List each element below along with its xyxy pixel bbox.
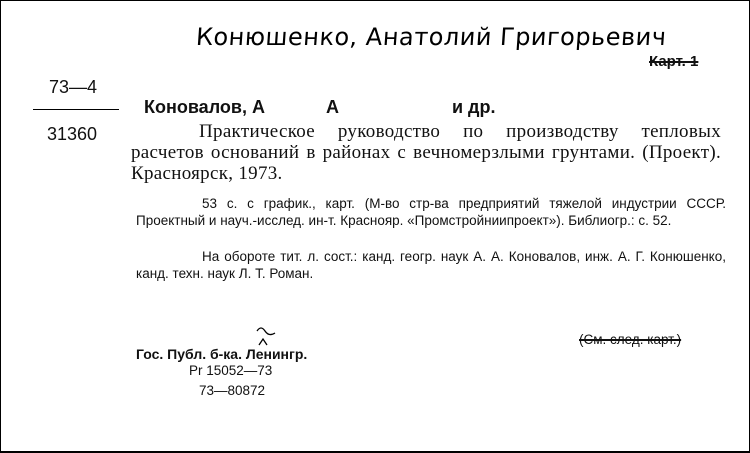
call-number: 73—4 [49, 77, 98, 97]
card-mark-top: Карт. 1 [649, 53, 699, 70]
collation: 53 с. с график., карт. (М-во стр-ва предприятий тяжелой индустрии СССР. Проектный и науч.-исслед. ин-т. Краснояр. «Промстройниипроект»). Библиогр.: с. 52. [136, 196, 726, 228]
author-initial: А [325, 97, 339, 117]
author-etal: и др. [451, 97, 496, 117]
handwritten-name: Конюшенко, Анатолий Григорьевич [195, 23, 668, 51]
author-name: Коновалов, А [144, 97, 265, 117]
catalog-card [1, 1, 749, 451]
registry-number-1: Pr 15052—73 [189, 363, 273, 378]
title-block: Практическое руководство по производству тепловых расчетов оснований в районах с вечномерзлыми грунтами. (Проект). Красноярск, 1973. [131, 121, 721, 184]
divider [33, 109, 119, 110]
accession-number: 31360 [47, 124, 98, 144]
library-name: Гос. Публ. б-ка. Ленингр. [136, 346, 308, 362]
author-heading [144, 97, 495, 118]
registry-number-2: 73—80872 [199, 383, 266, 398]
back-note: На обороте тит. л. сост.: канд. геогр. наук А. А. Коновалов, инж. А. Г. Конюшенко, канд. техн. наук Л. Т. Роман. [136, 249, 726, 281]
see-next-card: (См. след. карт.) [579, 332, 682, 347]
